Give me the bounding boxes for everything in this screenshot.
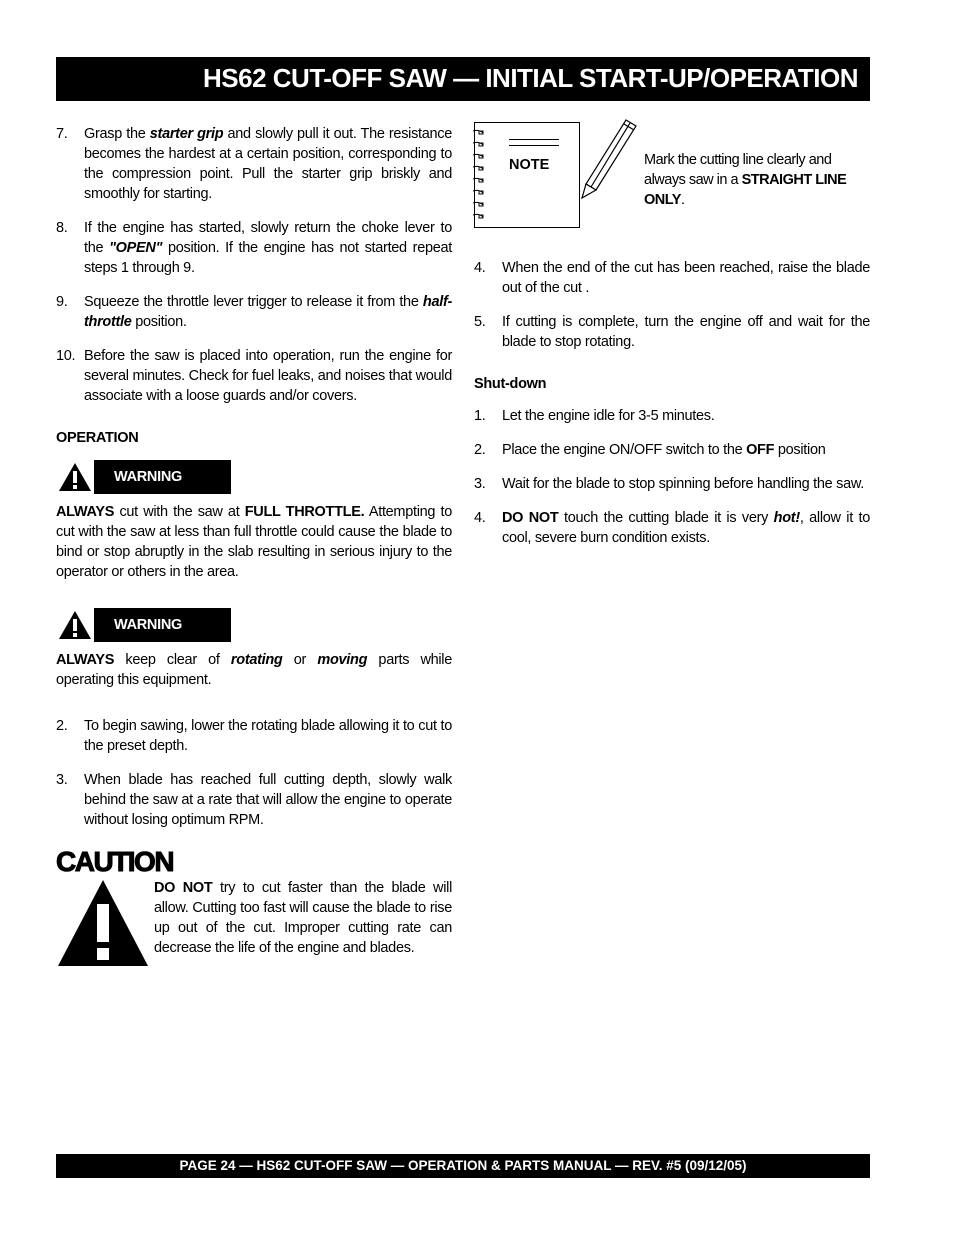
warning-emphasis: ALWAYS	[56, 504, 115, 520]
step-number: 3.	[56, 772, 68, 788]
pencil-icon	[580, 116, 640, 200]
caution-triangle-icon	[56, 878, 150, 974]
step-text: If the engine has started, slowly return the choke lever to the	[84, 220, 452, 256]
step-emphasis: OFF	[746, 442, 775, 458]
step-5	[474, 312, 870, 352]
caution-block	[56, 878, 452, 974]
step-number: 4.	[474, 260, 486, 276]
shutdown-step-4	[474, 508, 870, 548]
step-number: 10.	[56, 348, 76, 364]
step-number: 5.	[474, 314, 486, 330]
step-text: position. If the engine has not started repeat steps 1 through 9.	[84, 240, 452, 276]
step-emphasis: DO NOT	[502, 510, 559, 526]
warning-triangle-icon	[56, 460, 94, 494]
warning-body: or	[282, 652, 318, 668]
note-label: NOTE	[509, 157, 550, 173]
step-4	[474, 258, 870, 298]
step-number: 7.	[56, 126, 68, 142]
note-rule	[509, 139, 559, 140]
note-body: .	[680, 192, 685, 208]
step-text: Squeeze the throttle lever trigger to release it from the	[84, 294, 423, 310]
warning-emphasis: rotating	[230, 652, 283, 668]
step-emphasis: half-throttle	[84, 294, 452, 330]
step-text: touch the cutting blade it is very	[558, 510, 774, 526]
warning-text	[56, 502, 452, 582]
step-text: position	[774, 442, 826, 458]
step-text: position.	[131, 314, 187, 330]
step-10	[56, 346, 452, 406]
warning-body: Attempting to cut with the saw at less than full throttle could cause the blade to bind or stop abruptly in the slab resulting in serious injury to the operator or others in the area.	[56, 504, 452, 580]
step-text: Place the engine ON/OFF switch to the	[502, 442, 747, 458]
shutdown-heading: Shut-down	[474, 376, 547, 392]
step-2	[56, 716, 452, 756]
step-emphasis: hot!	[773, 510, 800, 526]
step-text: Let the engine idle for 3-5 minutes.	[502, 408, 715, 424]
warning-body: cut with the saw at	[114, 504, 245, 520]
step-text: and slowly pull it out. The resistance becomes the hardest at a certain position, corresponding to the compression point. Pull the starter grip briskly and smoothly for starting.	[84, 126, 452, 202]
step-text: If cutting is complete, turn the engine off and wait for the blade to stop rotating.	[502, 314, 870, 350]
caution-text: try to cut faster than the blade will allow. Cutting too fast will cause the blade to rise up out of the cut. Improper cutting rate can decrease the life of the engine and blades.	[154, 880, 452, 956]
step-number: 9.	[56, 294, 68, 310]
step-7	[56, 124, 452, 204]
step-number: 3.	[474, 476, 486, 492]
warning-emphasis: ALWAYS	[56, 652, 115, 668]
spiral-binding-icon	[471, 129, 487, 225]
note-body: Mark the cutting line clearly and always saw in a	[644, 152, 832, 188]
step-number: 1.	[474, 408, 486, 424]
warning-body: parts while operating this equipment.	[56, 652, 452, 688]
step-emphasis: "OPEN"	[109, 240, 163, 256]
step-text: To begin sawing, lower the rotating blade allowing it to cut to the preset depth.	[84, 718, 452, 754]
step-text: Wait for the blade to stop spinning before handling the saw.	[502, 476, 864, 492]
left-column	[56, 124, 452, 974]
warning-emphasis: FULL THROTTLE.	[244, 504, 365, 520]
step-text: , allow it to cool, severe burn condition exists.	[502, 510, 871, 546]
page-title: HS62 CUT-OFF SAW — INITIAL START-UP/OPERATION	[203, 63, 858, 93]
step-text: When the end of the cut has been reached, raise the blade out of the cut .	[502, 260, 870, 296]
warning-body: keep clear of	[114, 652, 231, 668]
shutdown-step-2	[474, 440, 870, 460]
right-column	[474, 258, 870, 562]
warning-banner	[56, 460, 231, 494]
step-number: 4.	[474, 510, 486, 526]
step-emphasis: starter grip	[149, 126, 224, 142]
warning-banner	[56, 608, 231, 642]
page-footer: PAGE 24 — HS62 CUT-OFF SAW — OPERATION & PARTS MANUAL — REV. #5 (09/12/05)	[56, 1154, 870, 1178]
step-3	[56, 770, 452, 830]
note-text	[644, 150, 872, 210]
warning-triangle-icon	[56, 608, 94, 642]
step-text: Grasp the	[84, 126, 150, 142]
warning-emphasis: moving	[317, 652, 368, 668]
shutdown-step-3	[474, 474, 870, 494]
step-number: 2.	[56, 718, 68, 734]
caution-emphasis: DO NOT	[154, 880, 213, 896]
operation-heading: OPERATION	[56, 430, 139, 446]
warning-label: WARNING	[94, 608, 231, 642]
shutdown-step-1	[474, 406, 870, 426]
step-9	[56, 292, 452, 332]
step-number: 2.	[474, 442, 486, 458]
caution-title: CAUTION	[56, 846, 174, 877]
note-box	[474, 122, 580, 228]
step-text: When blade has reached full cutting depth, slowly walk behind the saw at a rate that will allow the engine to operate without losing optimum RPM.	[84, 772, 452, 828]
step-number: 8.	[56, 220, 68, 236]
warning-text	[56, 650, 452, 690]
note-rule	[509, 145, 559, 146]
page-header-bar	[56, 57, 870, 101]
step-8	[56, 218, 452, 278]
note-emphasis: STRAIGHT LINE ONLY	[644, 172, 847, 208]
warning-label: WARNING	[94, 460, 231, 494]
step-text: Before the saw is placed into operation, run the engine for several minutes. Check for fuel leaks, and noises that would associate with a loose guards and/or covers.	[84, 348, 452, 404]
